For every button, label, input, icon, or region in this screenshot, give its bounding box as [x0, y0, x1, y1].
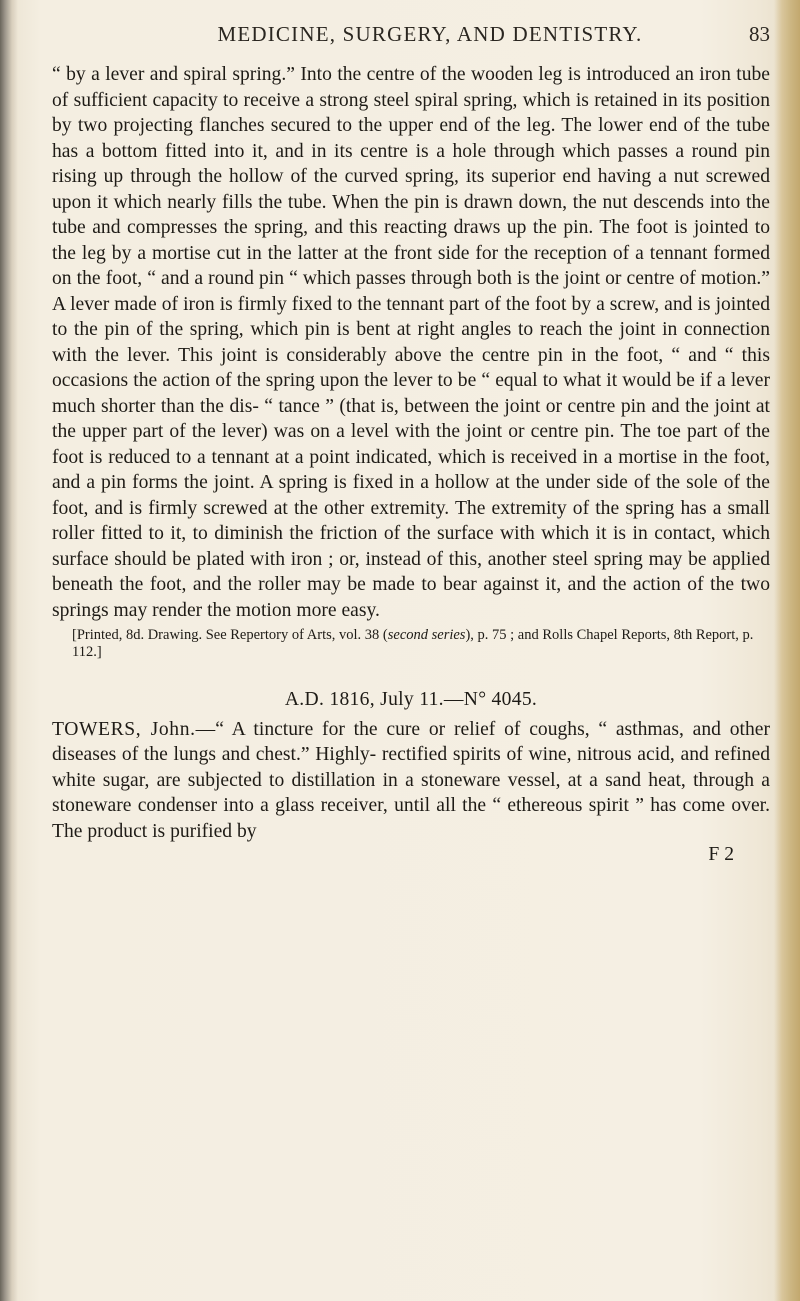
- citation-suffix: ), p. 75 ; and Rolls Chapel Reports, 8th Report, p. 112.]: [72, 627, 754, 660]
- page-edge: [774, 0, 800, 1301]
- patentee-name: TOWERS, John.: [52, 718, 196, 740]
- running-title: MEDICINE, SURGERY, AND DENTISTRY.: [217, 22, 643, 46]
- running-header: [110, 22, 780, 52]
- citation-prefix: [Printed, 8d. Drawing. See Repertory of Arts, vol. 38 (: [72, 627, 388, 643]
- patent-heading: A.D. 1816, July 11.—N° 4045.: [284, 689, 538, 710]
- patent-text: —“ A tincture for the cure or relief of coughs, “ asthmas, and other diseases of the lungs and chest.” Highly- rectified spirits of wine, nitrous acid, and refined white sugar, are subjected to distillation in a stoneware vessel, at a sand heat, through a stoneware condenser into a glass receiver, until all the “ ethereous spirit ” has come over. The product is purified by: [52, 718, 770, 842]
- citation-italic: second series: [387, 627, 466, 643]
- citation-note: [52, 627, 770, 661]
- patent-description: [52, 717, 770, 845]
- binding-shadow: [0, 0, 18, 1301]
- paragraph-lever-spring: “ by a lever and spiral spring.” Into the centre of the wooden leg is introduced an iron tube of sufficient capacity to receive a strong steel spiral spring, which is retained in its position by two projecting flanches secured to the upper end of the leg. The lower end of the tube has a bottom fitted into it, and in its centre is a hole through which passes a round pin rising up through the hollow of the curved spring, its superior end having a nut screwed upon it which nearly fills the tube. When the pin is drawn down, the nut descends into the tube and compresses the spring, and this reacting draws up the pin. The foot is jointed to the leg by a mortise cut in the latter at the front side for the reception of a tennant formed on the foot, “ and a round pin “ which passes through both is the joint or centre of motion.” A lever made of iron is firmly fixed to the tennant part of the foot by a screw, and is jointed to the pin of the spring, which pin is bent at right angles to reach the joint in connection with the lever. This joint is considerably above the centre pin in the foot, “ and “ this occasions the action of the spring upon the lever to be “ equal to what it would be if a lever much shorter than the dis- “ tance ” (that is, between the joint or centre pin and the joint at the upper part of the lever) was on a level with the joint or centre pin. The toe part of the foot is reduced to a tennant at a point indicated, which is received in a mortise in the foot, and a pin forms the joint. A spring is fixed in a hollow at the under side of the sole of the foot, and is firmly screwed at the other extremity. The extremity of the spring has a small roller fitted to it, to diminish the friction of the surface with which it is in contact, which surface should be plated with iron ; or, instead of this, another steel spring may be applied beneath the foot, and the roller may be made to bear against it, and the action of the two springs may render the motion more easy.: [52, 64, 770, 621]
- signature-mark: F 2: [708, 844, 734, 865]
- page-number: 83: [749, 22, 770, 46]
- body-text: [52, 62, 770, 866]
